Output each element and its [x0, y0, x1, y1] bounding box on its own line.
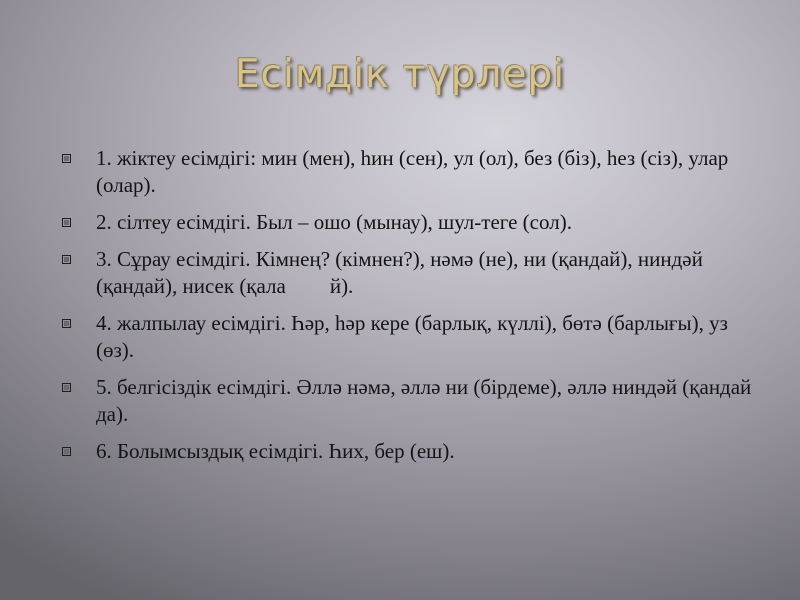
- bullet-text-end: й).: [329, 274, 354, 298]
- square-bullet-icon: [62, 255, 71, 264]
- bullet-text-start: 3. Сұрау есімдігі. Кімнең? (кімнен?), нәмә (не), ни (қандай), ниндәй (қандай), нисек (қала: [96, 247, 703, 298]
- slide-title: Есімдік түрлері: [234, 52, 566, 97]
- bullet-text: 5. белгісіздік есімдігі. Әллә нәмә, әллә ни (бірдеме), әллә ниндәй (қандай да).: [96, 375, 752, 426]
- square-bullet-icon: [62, 154, 71, 163]
- bullet-item-2: [60, 209, 765, 236]
- square-bullet-icon: [62, 383, 71, 392]
- square-bullet-icon: [62, 218, 71, 227]
- bullet-text: 1. жіктеу есімдігі: мин (мен), һин (сен), ул (ол), без (біз), һез (сіз), улар (олар).: [96, 146, 729, 197]
- bullet-text: 4. жалпылау есімдігі. Һәр, һәр кере (барлық, күллі), бөтә (барлығы), уз (өз).: [96, 311, 728, 362]
- square-bullet-icon: [62, 447, 71, 456]
- bullet-item-4: [60, 310, 765, 364]
- square-bullet-icon: [62, 319, 71, 328]
- bullet-item-3: [60, 246, 765, 300]
- bullet-text: 2. сілтеу есімдігі. Был – ошо (мынау), шул-теге (сол).: [96, 210, 572, 234]
- bullet-list: [60, 145, 765, 475]
- bullet-item-1: [60, 145, 765, 199]
- bullet-item-5: [60, 374, 765, 428]
- bullet-item-6: [60, 438, 765, 465]
- bullet-text: 6. Болымсыздық есімдігі. Һих, бер (еш).: [96, 439, 455, 463]
